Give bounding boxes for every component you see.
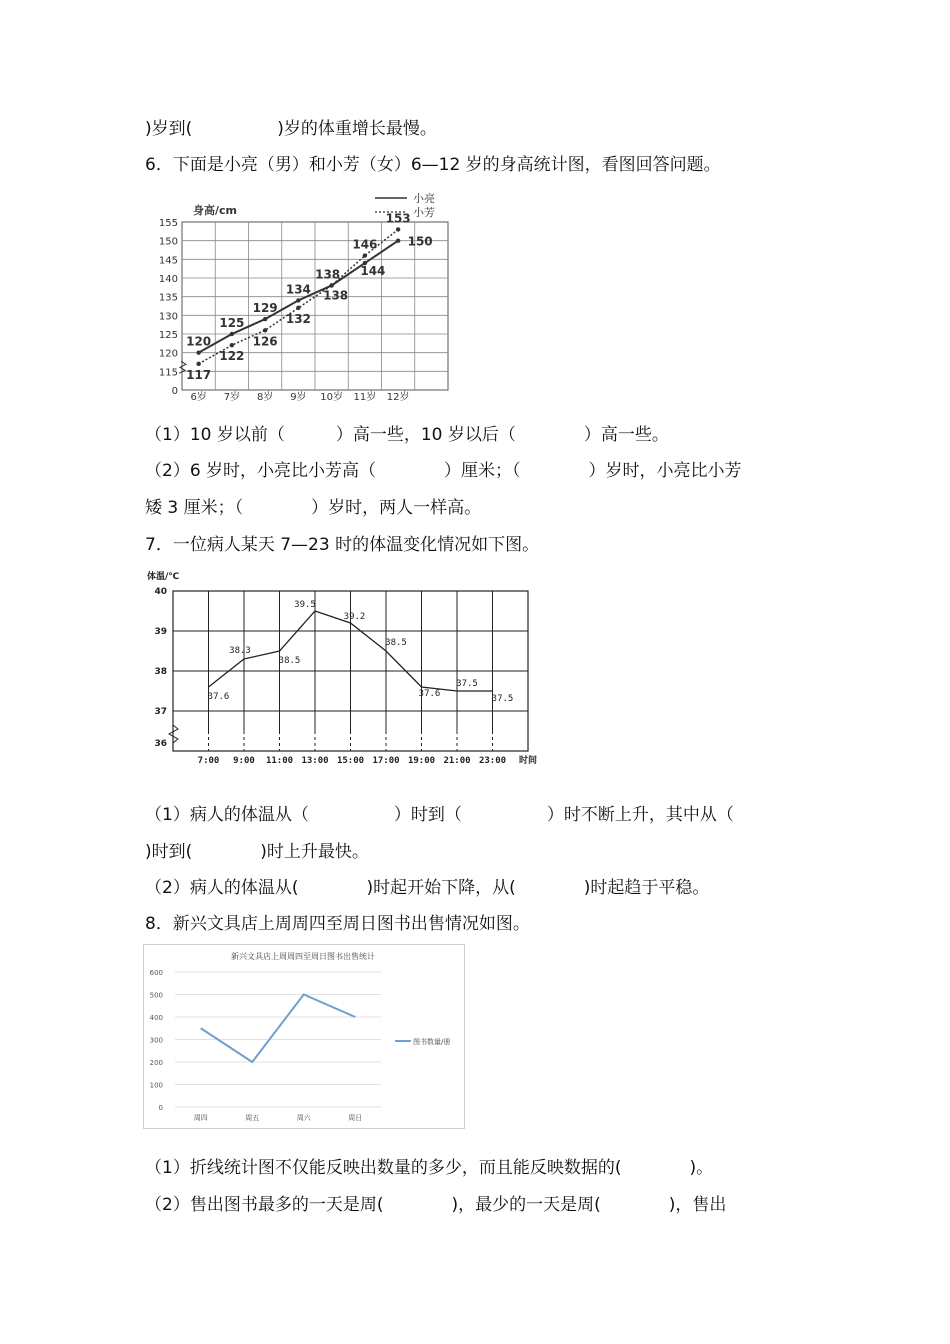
question-8-part-2: （2）售出图书最多的一天是周( )，最少的一天是周( )，售出 [145,1195,727,1215]
data-label: 39.2 [343,612,366,622]
y-tick-label: 0 [171,386,178,397]
y-tick-label: 125 [158,330,178,341]
data-point [396,238,400,242]
y-tick-label: 155 [158,218,178,229]
y-tick-label: 100 [149,1081,163,1090]
data-label: 134 [285,282,311,297]
data-label: 38.3 [229,646,251,656]
data-label: 129 [252,301,278,316]
y-tick-label: 600 [149,969,163,977]
x-tick-label: 15:00 [336,756,365,766]
x-tick-label: 7:00 [197,756,220,766]
data-label: 117 [186,367,212,382]
data-point [296,298,300,302]
y-tick-label: 400 [149,1014,163,1022]
x-tick-label: 21:00 [443,756,471,766]
height-chart [145,190,465,405]
x-tick-label: 周六 [296,1114,311,1122]
question-8-heading: 8．新兴文具店上周周四至周日图书出售情况如图。 [145,914,530,934]
y-tick-label: 120 [158,348,178,360]
data-label: 138 [315,267,341,282]
x-tick-label: 8岁 [256,392,274,403]
y-tick-label: 150 [158,236,178,248]
y-tick-label: 145 [158,255,178,267]
y-tick-label: 500 [149,991,163,1000]
x-tick-label: 周日 [348,1114,363,1122]
data-point [230,332,234,336]
data-label: 120 [186,334,212,349]
data-label: 37.6 [418,689,441,699]
x-tick-label: 13:00 [301,756,329,766]
y-tick-label: 130 [158,311,178,323]
question-7-part-1: （1）病人的体温从（ ）时到（ ）时不断上升，其中从（ [145,805,734,825]
data-label: 37.5 [491,694,514,704]
x-tick-label: 9岁 [290,392,307,403]
data-label: 37.6 [207,692,230,702]
data-label: 150 [407,234,433,249]
data-label: 122 [219,349,245,364]
y-tick-label: 0 [158,1104,163,1112]
question-8-part-1: （1）折线统计图不仅能反映出数量的多少，而且能反映数据的( )。 [145,1158,714,1178]
data-point [230,343,234,347]
legend-label: 图书数量/册 [413,1038,451,1046]
question-6-part-1: （1）10 岁以前（ ）高一些，10 岁以后（ ）高一些。 [145,425,669,445]
data-point [329,283,333,287]
x-tick-label: 11:00 [265,756,294,766]
data-point [263,328,267,332]
y-tick-label: 115 [158,367,178,379]
data-label: 144 [360,264,386,279]
chart-title: 新兴文具店上周周四至周日图书出售统计 [231,952,375,961]
data-label: 146 [352,237,378,252]
question-7-part-2: （2）病人的体温从( )时起开始下降，从( )时起趋于平稳。 [145,878,710,898]
data-label: 39.5 [294,600,316,610]
x-tick-label: 周五 [245,1114,260,1122]
data-label: 37.5 [456,679,478,689]
y-tick-label: 39 [154,627,167,637]
y-tick-label: 37 [154,707,167,717]
data-label: 38.5 [278,656,301,666]
data-point [196,350,200,354]
x-tick-label: 10岁 [320,392,343,403]
x-axis-title: 时间 [518,756,538,766]
data-label: 125 [219,316,245,330]
legend-label-xiaoliang: 小亮 [413,192,435,205]
data-label: 153 [385,211,411,226]
question-6-part-2-cont: 矮 3 厘米；（ ）岁时，两人一样高。 [145,498,482,518]
x-tick-label: 23:00 [478,756,507,766]
book-sales-chart [143,944,465,1130]
data-label: 126 [252,334,278,349]
data-point [396,227,400,231]
x-tick-label: 周四 [193,1114,208,1122]
x-tick-label: 17:00 [372,756,400,766]
text-line-0: )岁到( )岁的体重增长最慢。 [145,119,437,139]
y-tick-label: 40 [154,587,167,597]
y-tick-label: 36 [154,739,167,749]
y-axis-title: 身高/cm [193,204,237,217]
question-6-part-2: （2）6 岁时，小亮比小芳高（ ）厘米；（ ）岁时，小亮比小芳 [145,461,742,481]
x-tick-label: 7岁 [223,392,241,403]
data-label: 138 [323,288,349,303]
y-tick-label: 300 [149,1036,163,1045]
y-tick-label: 140 [158,274,178,285]
question-7-part-1-cont: )时到( )时上升最快。 [145,842,369,862]
data-point [296,306,300,310]
data-label: 38.5 [385,638,407,648]
data-point [263,317,267,321]
data-label: 132 [285,311,311,326]
data-point [196,362,200,366]
y-axis-title: 体温/℃ [147,572,180,582]
y-tick-label: 200 [149,1059,163,1067]
legend-label-xiaofang: 小芳 [413,206,435,219]
x-tick-label: 19:00 [407,756,436,766]
question-6-heading: 6．下面是小亮（男）和小芳（女）6—12 岁的身高统计图，看图回答问题。 [145,155,721,175]
x-tick-label: 6岁 [190,392,207,403]
x-tick-label: 12岁 [386,392,410,403]
y-tick-label: 38 [154,667,167,677]
data-point [363,253,367,257]
x-tick-label: 11岁 [353,392,377,403]
temperature-chart [145,565,550,785]
question-7-heading: 7．一位病人某天 7—23 时的体温变化情况如下图。 [145,535,540,555]
x-tick-label: 9:00 [233,756,255,766]
y-tick-label: 135 [158,292,178,304]
